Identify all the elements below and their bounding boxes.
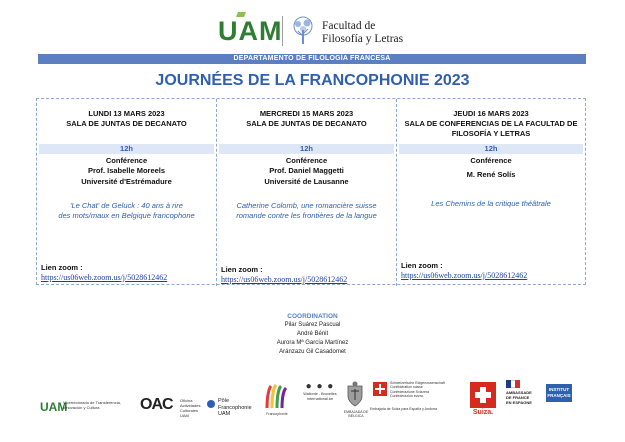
french-embassy-text (506, 390, 546, 405)
suiza-logo (468, 382, 498, 418)
pole-line-3: UAM (218, 411, 231, 417)
inst-line-1: INSTITUT (548, 387, 570, 392)
swiss-confederation-text (390, 381, 460, 398)
session-date: MERCREDI 15 MARS 2023 (259, 109, 354, 118)
amb-line-1: AMBASSADE (506, 390, 532, 395)
french-flag-icon (506, 380, 520, 388)
wbi-dots-icon: ● ● ● (305, 381, 335, 392)
session-venue-line-2: FILOSOFÍA Y LETRAS (451, 129, 531, 138)
session-speaker: Prof. Isabelle Moreels (87, 166, 166, 175)
swiss-line-2: Confédération suisse (390, 385, 423, 390)
session-speaker: Prof. Daniel Maggetti (269, 166, 344, 175)
oac-logo: OAC (140, 396, 173, 413)
swiss-flag-icon (470, 382, 496, 408)
session-talk-title: Les Chemins de la critique théâtrale (431, 199, 551, 208)
coordinator-name: Aurora Mª García Martínez (276, 340, 349, 346)
sponsor-logos (0, 378, 625, 428)
session-affiliation: Université d'Estrémadure (81, 177, 172, 186)
swiss-confederation-logo (370, 380, 462, 414)
program-table (36, 98, 586, 285)
swiss-cross-icon (373, 382, 387, 396)
uam-footer-logo: UAM (40, 400, 68, 414)
session-time: 12h (39, 144, 214, 154)
pole-francophonie-logo (207, 396, 261, 418)
amb-line-2: DE FRANCE (506, 395, 530, 400)
oac-text: Oficina Actividades Culturales UAM (180, 398, 201, 418)
session-date: JEUDI 16 MARS 2023 (453, 109, 529, 118)
department-bar: DEPARTAMENTO DE FILOLOGÍA FRANCESA (38, 54, 586, 64)
session-talk-title (41, 201, 212, 221)
talk-line-1: 'Le Chat' de Geluck : 40 ans à rire (70, 201, 183, 210)
session-type: Conférence (470, 156, 512, 165)
swiss-line-4: Confederaziun svizra (390, 393, 423, 398)
session-type: Conférence (105, 156, 148, 165)
tree-icon (290, 16, 316, 46)
session-venue: SALA DE CONFERENCIAS DE LA FACULTAD DE (404, 119, 578, 128)
suiza-label: Suiza. (472, 409, 494, 416)
coordination-title: COORDINATION (287, 313, 338, 320)
session-header (37, 109, 216, 129)
zoom-label: Lien zoom : (401, 261, 443, 270)
header-divider (282, 16, 283, 46)
session-column-1 (37, 99, 217, 286)
swiss-line-3: Confederazione Svizzera (390, 389, 430, 394)
session-header (397, 109, 585, 139)
session-time: 12h (219, 144, 394, 154)
faculty-line-1: Facultad de (322, 20, 376, 32)
session-talk-title (221, 201, 392, 221)
uam-logo: UAM (218, 16, 283, 46)
pole-dot-icon (207, 400, 215, 408)
francophonie-hands-icon (263, 382, 289, 410)
session-venue: SALA DE JUNTAS DE DECANATO (246, 119, 367, 128)
swiss-line-1: Schweizerische Eidgenossenschaft (390, 381, 445, 385)
zoom-link[interactable]: https://us06web.zoom.us/j/5028612462 (221, 275, 348, 284)
pole-text (218, 398, 252, 418)
francophonie-text: Francophonie (266, 412, 288, 416)
talk-line-2: romande contre les frontières de la langue (236, 211, 377, 220)
wbi-text: Wallonie - Bruxelles International.be (303, 392, 337, 401)
session-date: LUNDI 13 MARS 2023 (88, 109, 165, 118)
wbi-logo (300, 382, 340, 416)
inst-line-2: FRANÇAIS (547, 392, 571, 398)
zoom-link[interactable]: https://us06web.zoom.us/j/5028612462 (41, 273, 168, 282)
institut-francais-logo (546, 384, 572, 402)
page-title: JOURNÉES DE LA FRANCOPHONIE 2023 (155, 72, 470, 89)
swiss-embassy-text: Embajada de Suiza para España y Andorra (370, 407, 438, 411)
session-column-2 (217, 99, 397, 286)
coordinator-name: André Bénit (296, 331, 329, 337)
session-header (217, 109, 396, 129)
session-type: Conférence (285, 156, 328, 165)
pole-line-1: Pôle (218, 398, 230, 404)
session-speaker: M. René Solís (466, 170, 516, 179)
french-embassy-logo (506, 380, 542, 420)
header (0, 14, 625, 50)
coordination-block (0, 312, 625, 357)
uam-footer-text: Vicerrectorado de Transferencia, Innovación y Cultura (63, 400, 121, 410)
belgian-crest-icon (344, 380, 366, 408)
session-affiliation: Université de Lausanne (264, 177, 349, 186)
session-column-3 (397, 99, 585, 286)
zoom-label: Lien zoom : (41, 263, 83, 272)
zoom-label: Lien zoom : (221, 265, 263, 274)
session-time: 12h (399, 144, 583, 154)
belgian-embassy-text: EMBAJADA DE BÉLGICA (343, 410, 369, 418)
faculty-name (322, 20, 403, 46)
coordinator-name: Aránzazu Gil Casadomet (279, 349, 346, 355)
talk-line-1: Catherine Colomb, une romancière suisse (236, 201, 377, 210)
talk-line-2: des mots/maux en Belgique francophone (58, 211, 195, 220)
faculty-line-2: Filosofía y Letras (322, 33, 404, 45)
pole-line-2: Francophonie (218, 404, 252, 411)
zoom-link[interactable]: https://us06web.zoom.us/j/5028612462 (401, 271, 528, 280)
coordinator-name: Pilar Suárez Pascual (284, 322, 341, 328)
amb-line-3: EN ESPAGNE (506, 400, 532, 405)
session-venue: SALA DE JUNTAS DE DECANATO (66, 119, 187, 128)
